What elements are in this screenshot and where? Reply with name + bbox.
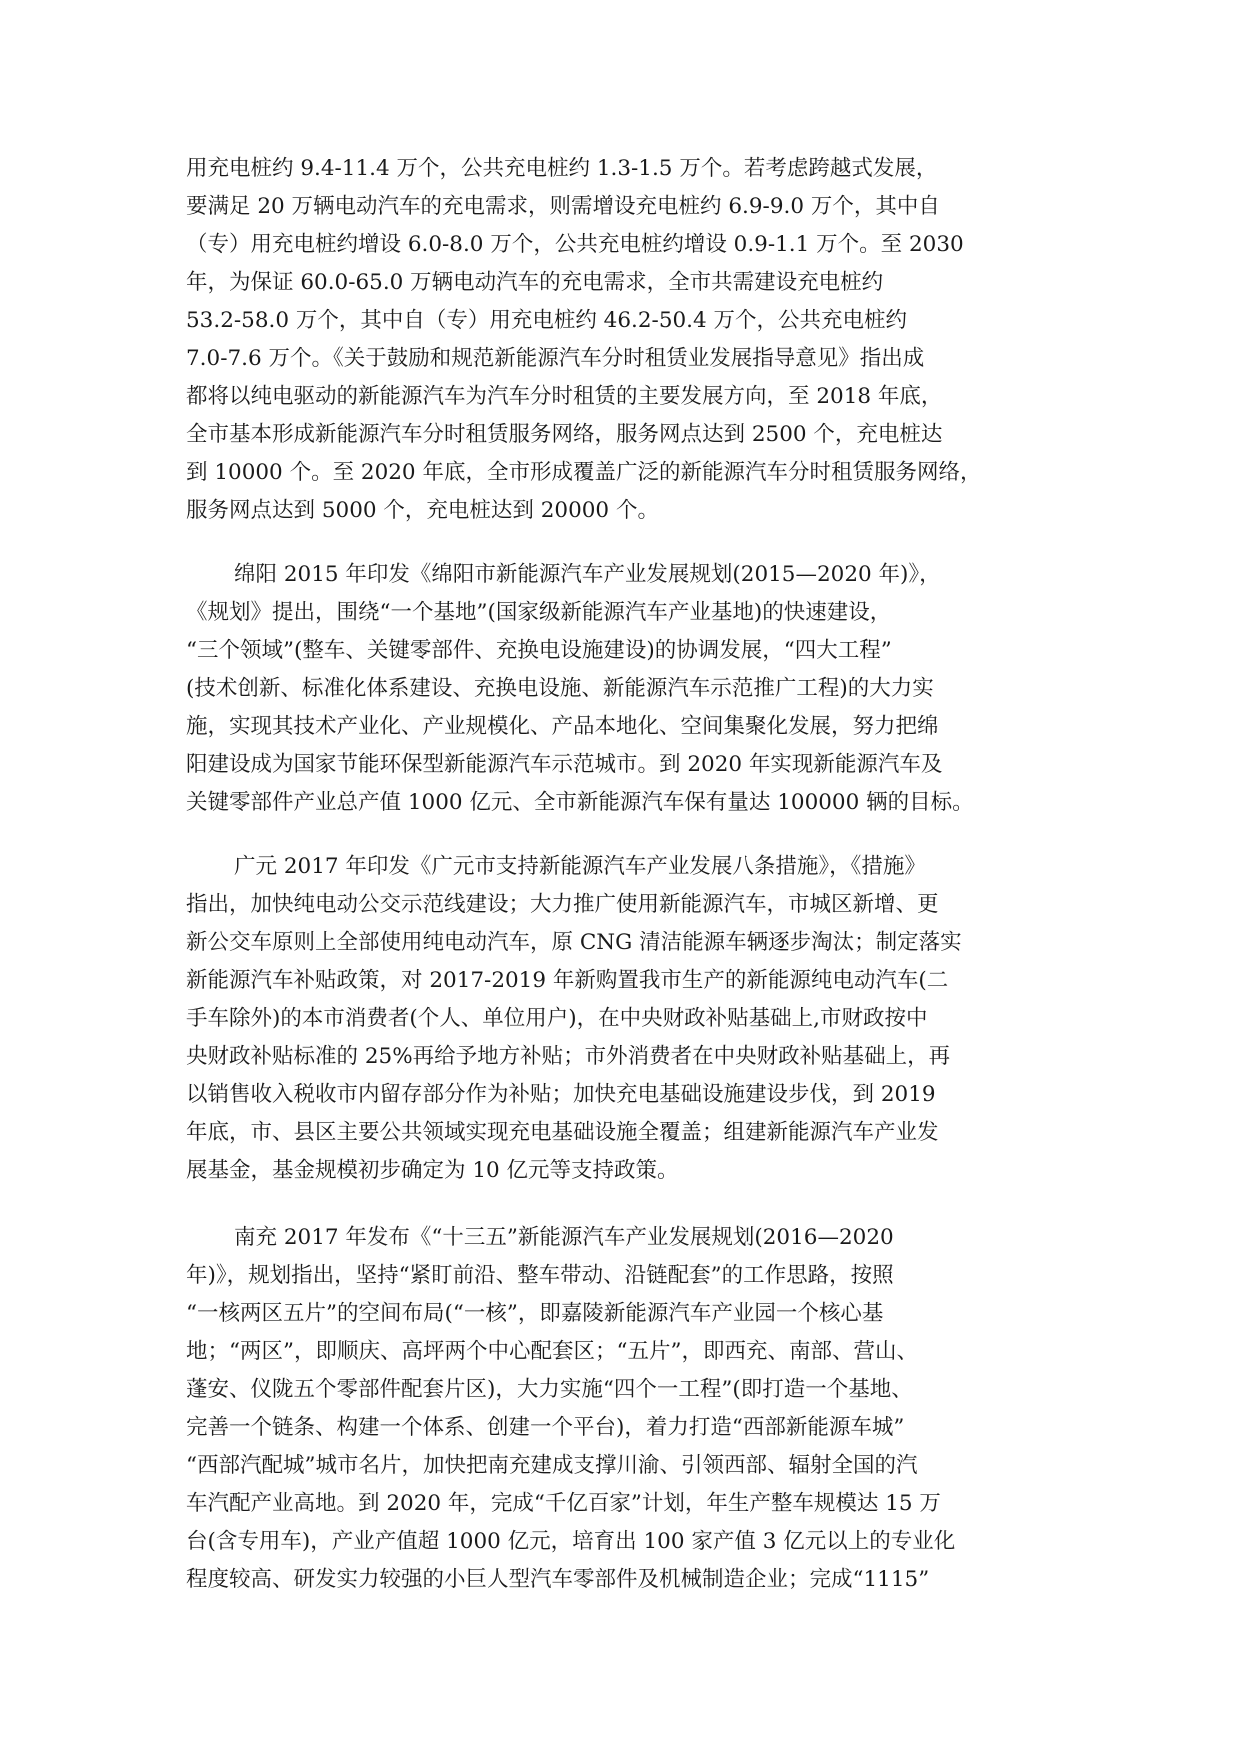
text-line: 广元 2017 年印发《广元市支持新能源汽车产业发展八条措施》，《措施》 <box>234 854 926 879</box>
paragraph-mianyang <box>186 556 1062 822</box>
text-line: 都将以纯电驱动的新能源汽车为汽车分时租赁的主要发展方向，至 2018 年底， <box>186 384 943 409</box>
text-line: （专）用充电桩约增设 6.0-8.0 万个，公共充电桩约增设 0.9-1.1 万个。至 2030 <box>186 232 964 257</box>
text-line: 车汽配产业高地。到 2020 年，完成“千亿百家”计划，年生产整车规模达 15 万 <box>186 1491 941 1516</box>
text-line: 程度较高、研发实力较强的小巨人型汽车零部件及机械制造企业；完成“1115” <box>186 1567 930 1592</box>
text-line: 年底，市、县区主要公共领域实现充电基础设施全覆盖；组建新能源汽车产业发 <box>186 1120 939 1145</box>
text-line: “三个领域”(整车、关键零部件、充换电设施建设)的协调发展，“四大工程” <box>186 638 892 663</box>
text-line: 新公交车原则上全部使用纯电动汽车，原 CNG 清洁能源车辆逐步淘汰；制定落实 <box>186 930 962 955</box>
text-line: 施，实现其技术产业化、产业规模化、产品本地化、空间集聚化发展，努力把绵 <box>186 714 939 739</box>
paragraph-guangyuan <box>186 848 1062 1190</box>
text-line: 年)》，规划指出，坚持“紧盯前沿、整车带动、沿链配套”的工作思路，按照 <box>186 1263 894 1288</box>
text-line: (技术创新、标准化体系建设、充换电设施、新能源汽车示范推广工程)的大力实 <box>186 676 934 701</box>
text-line: 以销售收入税收市内留存部分作为补贴；加快充电基础设施建设步伐，到 2019 <box>186 1082 936 1107</box>
text-line: 指出，加快纯电动公交示范线建设；大力推广使用新能源汽车，市城区新增、更 <box>186 892 939 917</box>
text-line: 台(含专用车)，产业产值超 1000 亿元，培育出 100 家产值 3 亿元以上的专业化 <box>186 1529 956 1554</box>
text-line: 地；“两区”，即顺庆、高坪两个中心配套区；“五片”，即西充、南部、营山、 <box>186 1339 918 1364</box>
text-line: 手车除外)的本市消费者(个人、单位用户)，在中央财政补贴基础上,市财政按中 <box>186 1006 928 1031</box>
text-line: 新能源汽车补贴政策，对 2017-2019 年新购置我市生产的新能源纯电动汽车(二 <box>186 968 949 993</box>
text-line: 完善一个链条、构建一个体系、创建一个平台)，着力打造“西部新能源车城” <box>186 1415 905 1440</box>
text-line: 到 10000 个。至 2020 年底，全市形成覆盖广泛的新能源汽车分时租赁服务网络， <box>186 460 982 485</box>
text-line: “西部汽配城”城市名片，加快把南充建成支撑川渝、引领西部、辐射全国的汽 <box>186 1453 918 1478</box>
text-line: 阳建设成为国家节能环保型新能源汽车示范城市。到 2020 年实现新能源汽车及 <box>186 752 943 777</box>
text-line: 服务网点达到 5000 个，充电桩达到 20000 个。 <box>186 498 659 523</box>
paragraph-nanchong <box>186 1219 1062 1599</box>
text-line: 展基金，基金规模初步确定为 10 亿元等支持政策。 <box>186 1158 679 1183</box>
text-line: 全市基本形成新能源汽车分时租赁服务网络，服务网点达到 2500 个，充电桩达 <box>186 422 943 447</box>
paragraph-chengdu-charging <box>186 150 1062 530</box>
text-line: 年，为保证 60.0-65.0 万辆电动汽车的充电需求，全市共需建设充电桩约 <box>186 270 884 295</box>
text-line: “一核两区五片”的空间布局(“一核”，即嘉陵新能源汽车产业园一个核心基 <box>186 1301 884 1326</box>
text-line: 53.2-58.0 万个，其中自（专）用充电桩约 46.2-50.4 万个，公共充电桩约 <box>186 308 908 333</box>
text-line: 7.0-7.6 万个。《关于鼓励和规范新能源汽车分时租赁业发展指导意见》指出成 <box>186 346 925 371</box>
text-line: 蓬安、仪陇五个零部件配套片区)，大力实施“四个一工程”(即打造一个基地、 <box>186 1377 913 1402</box>
text-line: 《规划》提出，围绕“一个基地”(国家级新能源汽车产业基地)的快速建设， <box>186 600 892 625</box>
text-line: 央财政补贴标准的 25%再给予地方补贴；市外消费者在中央财政补贴基础上，再 <box>186 1044 951 1069</box>
text-line: 要满足 20 万辆电动汽车的充电需求，则需增设充电桩约 6.9-9.0 万个，其中自 <box>186 194 940 219</box>
text-line: 用充电桩约 9.4-11.4 万个，公共充电桩约 1.3-1.5 万个。若考虑跨越式发展， <box>186 156 938 181</box>
text-line: 关键零部件产业总产值 1000 亿元、全市新能源汽车保有量达 100000 辆的目标。 <box>186 790 974 815</box>
text-line: 绵阳 2015 年印发《绵阳市新能源汽车产业发展规划(2015—2020 年)》， <box>234 562 941 587</box>
text-line: 南充 2017 年发布《“十三五”新能源汽车产业发展规划(2016—2020 <box>234 1225 894 1250</box>
